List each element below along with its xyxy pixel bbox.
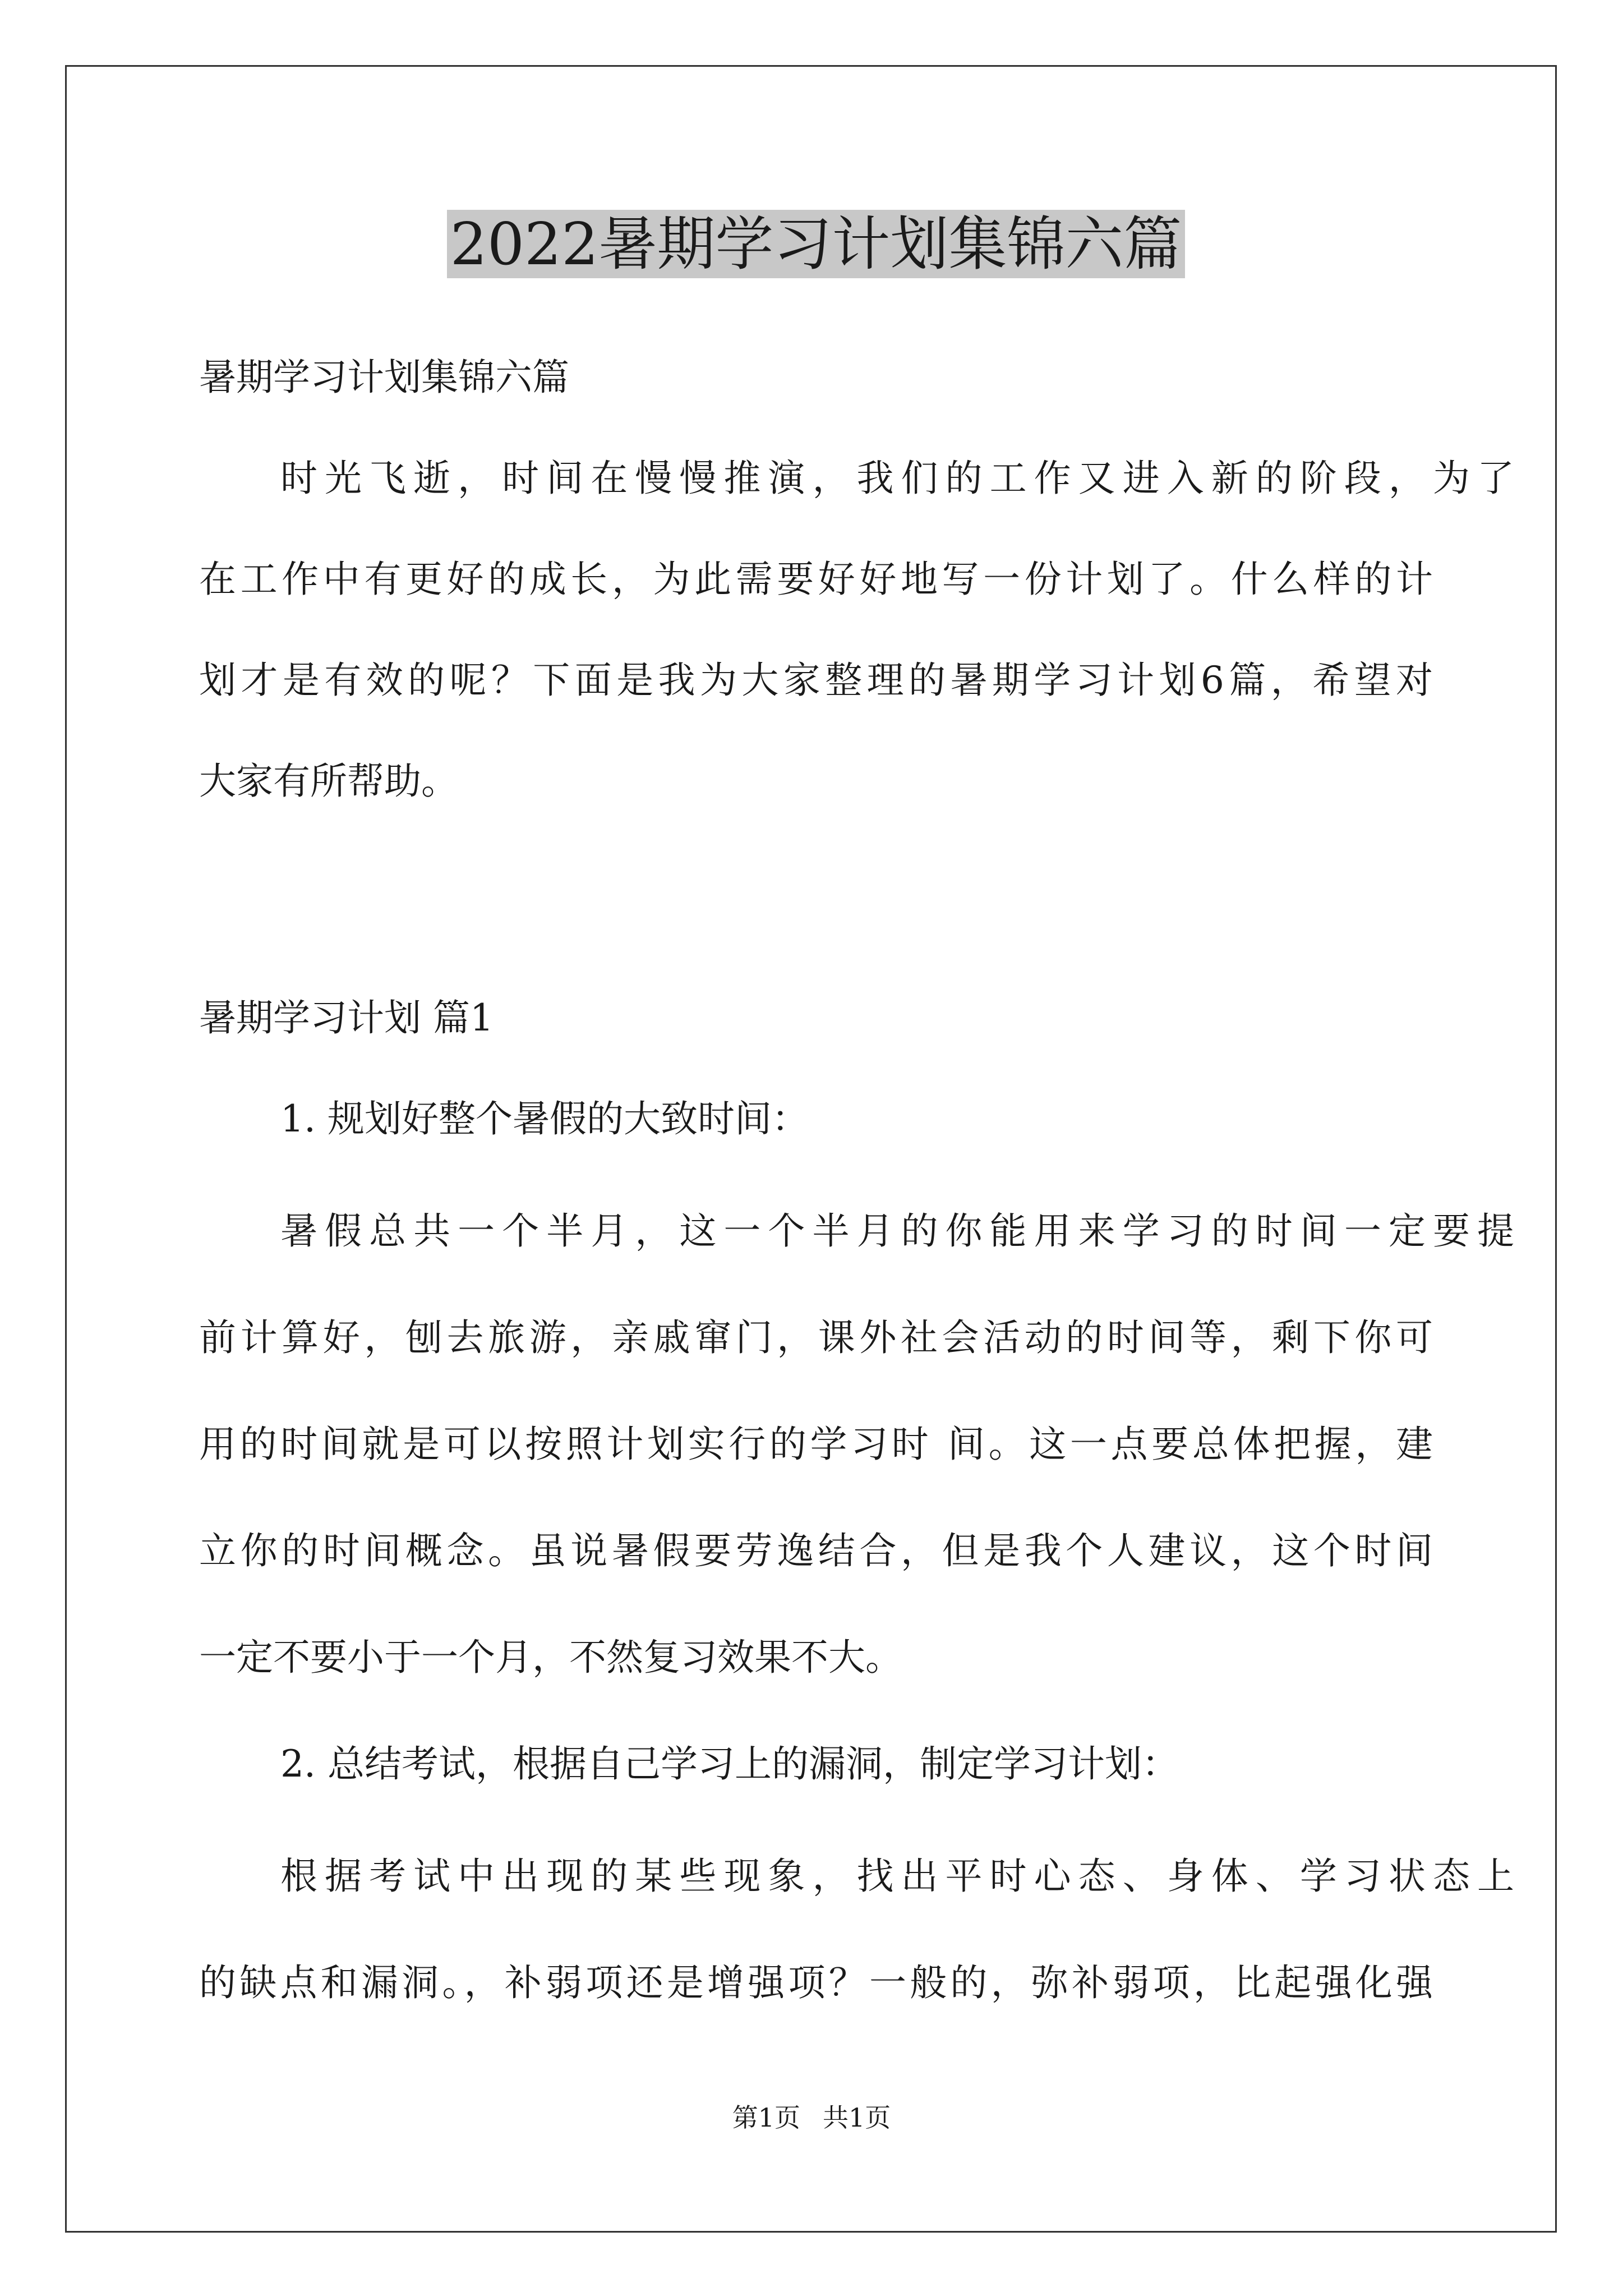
page-number-current: 第1页 [732, 2102, 800, 2133]
intro-line: 时光飞逝，时间在慢慢推演，我们的工作又进入新的阶段，为了 [280, 457, 1514, 500]
item2-body-line: 的缺点和漏洞。，补弱项还是增强项？一般的，弥补弱项，比起强化强 [199, 1961, 1433, 2004]
item2-body-line: 根据考试中出现的某些现象，找出平时心态、身体、学习状态上 [280, 1855, 1514, 1898]
document-subtitle: 暑期学习计划集锦六篇 [199, 356, 569, 399]
item1-body-line: 用的时间就是可以按照计划实行的学习时 间。这一点要总体把握，建 [199, 1423, 1433, 1466]
item1-body-line: 立你的时间概念。虽说暑假要劳逸结合，但是我个人建议，这个时间 [199, 1529, 1433, 1572]
page-number-total: 共1页 [823, 2102, 891, 2133]
item2-heading: 2. 总结考试，根据自己学习上的漏洞，制定学习计划： [280, 1742, 1179, 1786]
item1-body-line: 一定不要小于一个月，不然复习效果不大。 [199, 1636, 902, 1679]
item1-heading: 1. 规划好整个暑假的大致时间： [280, 1097, 809, 1140]
item1-body-line: 前计算好，刨去旅游，亲戚窜门，课外社会活动的时间等，剩下你可 [199, 1316, 1433, 1359]
document-title: 2022暑期学习计划集锦六篇 [199, 202, 1433, 286]
page-footer [0, 2101, 1623, 2134]
intro-line: 划才是有效的呢？下面是我为大家整理的暑期学习计划6篇，希望对 [199, 659, 1433, 702]
item1-body-line: 暑假总共一个半月，这一个半月的你能用来学习的时间一定要提 [280, 1209, 1514, 1253]
intro-line: 在工作中有更好的成长，为此需要好好地写一份计划了。什么样的计 [199, 558, 1433, 601]
section-heading: 暑期学习计划 篇1 [199, 996, 494, 1039]
intro-line: 大家有所帮助。 [199, 760, 458, 803]
